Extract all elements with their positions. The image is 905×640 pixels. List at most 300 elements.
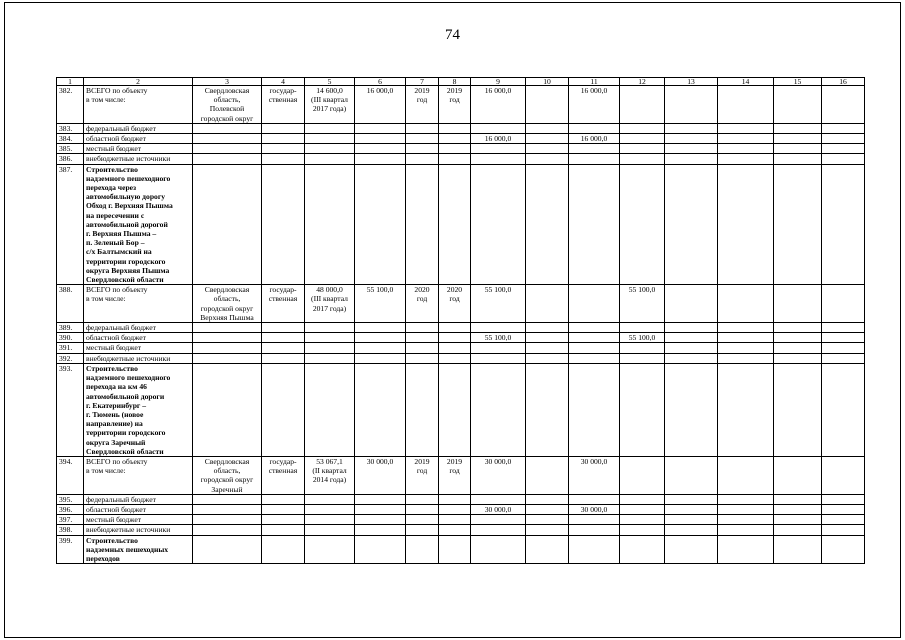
empty-cell — [718, 504, 774, 514]
empty-cell — [193, 323, 262, 333]
value-cell-c11: 30 000,0 — [569, 504, 620, 514]
empty-cell — [526, 535, 569, 564]
empty-cell — [526, 144, 569, 154]
budget-line-row — [57, 504, 865, 514]
empty-cell — [262, 134, 305, 144]
empty-cell — [305, 134, 355, 144]
empty-cell — [620, 535, 665, 564]
empty-cell — [439, 323, 471, 333]
empty-cell — [665, 363, 718, 456]
value-cell-c15 — [774, 86, 822, 124]
row-name-cell: Строительство надземного пешеходного перехода на км 46 автомобильной дороги г. Екатеринбург – г. Тюмень (новое направление) на территории городского округа Заречный Свердловской области — [84, 363, 193, 456]
budget-line-row — [57, 134, 865, 144]
value-cell-c9 — [471, 353, 526, 363]
header-cell: 7 — [406, 78, 439, 86]
value-cell-c15 — [774, 456, 822, 494]
empty-cell — [355, 535, 406, 564]
value-cell-c11 — [569, 515, 620, 525]
value-cell-c9 — [471, 144, 526, 154]
empty-cell — [193, 144, 262, 154]
value-cell-c9 — [471, 343, 526, 353]
empty-cell — [193, 515, 262, 525]
value-cell-c16 — [822, 86, 865, 124]
empty-cell — [620, 164, 665, 285]
empty-cell — [774, 515, 822, 525]
empty-cell — [406, 323, 439, 333]
empty-cell — [822, 154, 865, 164]
value-cell-c10 — [526, 86, 569, 124]
value-cell-c12: 55 100,0 — [620, 285, 665, 323]
start-year-cell: 2020 год — [406, 285, 439, 323]
value-cell-c10 — [526, 456, 569, 494]
row-number-cell: 388. — [57, 285, 84, 323]
budget-line-row — [57, 333, 865, 343]
empty-cell — [718, 123, 774, 133]
total-row — [57, 285, 865, 323]
value-cell-c11: 16 000,0 — [569, 134, 620, 144]
empty-cell — [355, 343, 406, 353]
empty-cell — [526, 504, 569, 514]
value-cell-c11 — [569, 323, 620, 333]
empty-cell — [718, 144, 774, 154]
empty-cell — [774, 504, 822, 514]
empty-cell — [822, 333, 865, 343]
value-cell-c9 — [471, 123, 526, 133]
empty-cell — [262, 333, 305, 343]
empty-cell — [471, 363, 526, 456]
row-name-cell: областной бюджет — [84, 333, 193, 343]
empty-cell — [406, 164, 439, 285]
empty-cell — [526, 363, 569, 456]
value-cell-c11 — [569, 333, 620, 343]
empty-cell — [262, 353, 305, 363]
capacity-cell: 14 600,0 (III квартал 2017 года) — [305, 86, 355, 124]
empty-cell — [439, 144, 471, 154]
empty-cell — [262, 515, 305, 525]
value-cell-c9 — [471, 154, 526, 164]
empty-cell — [439, 515, 471, 525]
empty-cell — [439, 504, 471, 514]
header-cell: 8 — [439, 78, 471, 86]
row-number-cell: 396. — [57, 504, 84, 514]
empty-cell — [822, 525, 865, 535]
value-cell-c12 — [620, 123, 665, 133]
empty-cell — [569, 535, 620, 564]
empty-cell — [718, 333, 774, 343]
row-name-cell: федеральный бюджет — [84, 494, 193, 504]
empty-cell — [406, 333, 439, 343]
value-cell-c12 — [620, 144, 665, 154]
row-name-cell: внебюджетные источники — [84, 353, 193, 363]
empty-cell — [305, 494, 355, 504]
empty-cell — [262, 525, 305, 535]
row-name-cell: внебюджетные источники — [84, 525, 193, 535]
row-number-cell: 398. — [57, 525, 84, 535]
empty-cell — [774, 343, 822, 353]
value-cell-c9: 30 000,0 — [471, 504, 526, 514]
empty-cell — [774, 333, 822, 343]
empty-cell — [439, 154, 471, 164]
empty-cell — [822, 363, 865, 456]
empty-cell — [822, 515, 865, 525]
empty-cell — [193, 333, 262, 343]
value-cell-c11 — [569, 525, 620, 535]
empty-cell — [406, 123, 439, 133]
header-cell: 13 — [665, 78, 718, 86]
value-cell-c9 — [471, 525, 526, 535]
empty-cell — [406, 525, 439, 535]
empty-cell — [439, 494, 471, 504]
empty-cell — [665, 123, 718, 133]
value-cell-c12: 55 100,0 — [620, 333, 665, 343]
value-cell-c14 — [718, 86, 774, 124]
empty-cell — [355, 515, 406, 525]
empty-cell — [355, 525, 406, 535]
capacity-cell: 48 000,0 (III квартал 2017 года) — [305, 285, 355, 323]
empty-cell — [665, 323, 718, 333]
empty-cell — [569, 164, 620, 285]
budget-line-row — [57, 515, 865, 525]
capacity-cell: 53 067,1 (II квартал 2014 года) — [305, 456, 355, 494]
empty-cell — [665, 343, 718, 353]
row-number-cell: 397. — [57, 515, 84, 525]
object-title-row — [57, 535, 865, 564]
empty-cell — [355, 504, 406, 514]
empty-cell — [665, 333, 718, 343]
empty-cell — [439, 525, 471, 535]
value-cell-c14 — [718, 456, 774, 494]
row-name-cell: внебюджетные источники — [84, 154, 193, 164]
empty-cell — [305, 353, 355, 363]
empty-cell — [526, 343, 569, 353]
row-name-cell: федеральный бюджет — [84, 323, 193, 333]
total-row — [57, 456, 865, 494]
empty-cell — [620, 363, 665, 456]
empty-cell — [526, 525, 569, 535]
empty-cell — [262, 363, 305, 456]
empty-cell — [822, 323, 865, 333]
empty-cell — [665, 515, 718, 525]
value-cell-c11 — [569, 343, 620, 353]
empty-cell — [822, 144, 865, 154]
empty-cell — [193, 353, 262, 363]
value-cell-c14 — [718, 285, 774, 323]
empty-cell — [305, 333, 355, 343]
value-cell-c11: 30 000,0 — [569, 456, 620, 494]
empty-cell — [406, 504, 439, 514]
empty-cell — [665, 494, 718, 504]
empty-cell — [355, 134, 406, 144]
end-year-cell: 2019 год — [439, 86, 471, 124]
row-name-cell: Строительство надземных пешеходных переходов — [84, 535, 193, 564]
empty-cell — [718, 525, 774, 535]
empty-cell — [305, 515, 355, 525]
empty-cell — [193, 343, 262, 353]
value-cell-c12 — [620, 154, 665, 164]
row-number-cell: 384. — [57, 134, 84, 144]
empty-cell — [471, 164, 526, 285]
value-cell-c13 — [665, 86, 718, 124]
header-cell: 3 — [193, 78, 262, 86]
empty-cell — [774, 154, 822, 164]
header-cell: 9 — [471, 78, 526, 86]
object-title-row — [57, 363, 865, 456]
empty-cell — [822, 164, 865, 285]
value-cell-c9: 55 100,0 — [471, 333, 526, 343]
empty-cell — [526, 123, 569, 133]
header-cell: 1 — [57, 78, 84, 86]
empty-cell — [439, 164, 471, 285]
row-number-cell: 393. — [57, 363, 84, 456]
row-name-cell: ВСЕГО по объекту в том числе: — [84, 456, 193, 494]
empty-cell — [774, 164, 822, 285]
budget-line-row — [57, 353, 865, 363]
header-cell: 2 — [84, 78, 193, 86]
empty-cell — [718, 323, 774, 333]
empty-cell — [439, 123, 471, 133]
object-title-row — [57, 164, 865, 285]
header-cell: 6 — [355, 78, 406, 86]
empty-cell — [526, 353, 569, 363]
empty-cell — [355, 494, 406, 504]
empty-cell — [774, 123, 822, 133]
empty-cell — [355, 123, 406, 133]
empty-cell — [193, 504, 262, 514]
cost-cell: 30 000,0 — [355, 456, 406, 494]
value-cell-c16 — [822, 456, 865, 494]
empty-cell — [406, 343, 439, 353]
header-cell: 15 — [774, 78, 822, 86]
row-number-cell: 387. — [57, 164, 84, 285]
row-name-cell: областной бюджет — [84, 134, 193, 144]
empty-cell — [665, 535, 718, 564]
empty-cell — [355, 144, 406, 154]
empty-cell — [193, 525, 262, 535]
empty-cell — [774, 535, 822, 564]
budget-line-row — [57, 123, 865, 133]
row-number-cell: 395. — [57, 494, 84, 504]
ownership-cell: государ- ственная — [262, 285, 305, 323]
empty-cell — [355, 363, 406, 456]
value-cell-c16 — [822, 285, 865, 323]
budget-line-row — [57, 525, 865, 535]
empty-cell — [774, 144, 822, 154]
empty-cell — [822, 504, 865, 514]
page-number: 74 — [445, 27, 460, 43]
empty-cell — [665, 134, 718, 144]
header-cell: 11 — [569, 78, 620, 86]
row-name-cell: ВСЕГО по объекту в том числе: — [84, 86, 193, 124]
empty-cell — [822, 123, 865, 133]
empty-cell — [718, 535, 774, 564]
empty-cell — [305, 363, 355, 456]
value-cell-c9: 16 000,0 — [471, 134, 526, 144]
empty-cell — [262, 535, 305, 564]
value-cell-c12 — [620, 134, 665, 144]
value-cell-c13 — [665, 456, 718, 494]
empty-cell — [193, 123, 262, 133]
value-cell-c11: 16 000,0 — [569, 86, 620, 124]
region-cell: Свердловская область, Полевской городской округ — [193, 86, 262, 124]
empty-cell — [526, 164, 569, 285]
value-cell-c12 — [620, 456, 665, 494]
header-row — [57, 78, 865, 86]
empty-cell — [262, 144, 305, 154]
value-cell-c11 — [569, 285, 620, 323]
header-cell: 14 — [718, 78, 774, 86]
empty-cell — [355, 333, 406, 343]
empty-cell — [262, 123, 305, 133]
start-year-cell: 2019 год — [406, 456, 439, 494]
empty-cell — [355, 323, 406, 333]
empty-cell — [305, 154, 355, 164]
empty-cell — [569, 363, 620, 456]
end-year-cell: 2020 год — [439, 285, 471, 323]
empty-cell — [718, 164, 774, 285]
start-year-cell: 2019 год — [406, 86, 439, 124]
empty-cell — [262, 494, 305, 504]
empty-cell — [665, 353, 718, 363]
empty-cell — [193, 363, 262, 456]
empty-cell — [471, 535, 526, 564]
empty-cell — [439, 333, 471, 343]
empty-cell — [406, 515, 439, 525]
empty-cell — [439, 535, 471, 564]
empty-cell — [193, 134, 262, 144]
empty-cell — [822, 353, 865, 363]
empty-cell — [193, 535, 262, 564]
empty-cell — [406, 353, 439, 363]
value-cell-c12 — [620, 323, 665, 333]
value-cell-c11 — [569, 154, 620, 164]
header-cell: 16 — [822, 78, 865, 86]
empty-cell — [774, 494, 822, 504]
row-name-cell: ВСЕГО по объекту в том числе: — [84, 285, 193, 323]
value-cell-c9: 16 000,0 — [471, 86, 526, 124]
value-cell-c9: 55 100,0 — [471, 285, 526, 323]
empty-cell — [718, 515, 774, 525]
value-cell-c10 — [526, 285, 569, 323]
ownership-cell: государ- ственная — [262, 86, 305, 124]
empty-cell — [406, 134, 439, 144]
ownership-cell: государ- ственная — [262, 456, 305, 494]
cost-cell: 16 000,0 — [355, 86, 406, 124]
empty-cell — [262, 323, 305, 333]
value-cell-c12 — [620, 494, 665, 504]
empty-cell — [406, 363, 439, 456]
header-cell: 12 — [620, 78, 665, 86]
empty-cell — [718, 134, 774, 144]
empty-cell — [262, 154, 305, 164]
value-cell-c12 — [620, 343, 665, 353]
empty-cell — [439, 353, 471, 363]
empty-cell — [718, 343, 774, 353]
empty-cell — [262, 343, 305, 353]
row-number-cell: 392. — [57, 353, 84, 363]
row-name-cell: Строительство надземного пешеходного перехода через автомобильную дорогу Обход г. Верхняя Пышма на пересечении с автомобильной дорогой г. Верхняя Пышма – п. Зеленый Бор – с/х Балтымский на территории городского округа Верхняя Пышма Свердловской области — [84, 164, 193, 285]
region-cell: Свердловская область, городской округ Верхняя Пышма — [193, 285, 262, 323]
empty-cell — [822, 343, 865, 353]
empty-cell — [305, 164, 355, 285]
row-number-cell: 385. — [57, 144, 84, 154]
value-cell-c12 — [620, 353, 665, 363]
row-number-cell: 391. — [57, 343, 84, 353]
empty-cell — [305, 323, 355, 333]
budget-line-row — [57, 323, 865, 333]
value-cell-c11 — [569, 494, 620, 504]
header-cell: 10 — [526, 78, 569, 86]
empty-cell — [526, 323, 569, 333]
empty-cell — [262, 504, 305, 514]
value-cell-c11 — [569, 144, 620, 154]
empty-cell — [305, 144, 355, 154]
empty-cell — [718, 494, 774, 504]
value-cell-c15 — [774, 285, 822, 323]
empty-cell — [774, 363, 822, 456]
empty-cell — [305, 504, 355, 514]
empty-cell — [355, 154, 406, 164]
empty-cell — [305, 525, 355, 535]
empty-cell — [774, 323, 822, 333]
value-cell-c12 — [620, 525, 665, 535]
empty-cell — [665, 154, 718, 164]
total-row — [57, 86, 865, 124]
empty-cell — [822, 535, 865, 564]
empty-cell — [822, 134, 865, 144]
empty-cell — [665, 164, 718, 285]
value-cell-c12 — [620, 504, 665, 514]
region-cell: Свердловская область, городской округ Заречный — [193, 456, 262, 494]
empty-cell — [526, 494, 569, 504]
empty-cell — [665, 525, 718, 535]
empty-cell — [822, 494, 865, 504]
empty-cell — [665, 504, 718, 514]
row-name-cell: областной бюджет — [84, 504, 193, 514]
empty-cell — [718, 353, 774, 363]
row-name-cell: федеральный бюджет — [84, 123, 193, 133]
value-cell-c13 — [665, 285, 718, 323]
empty-cell — [526, 333, 569, 343]
value-cell-c9 — [471, 494, 526, 504]
empty-cell — [305, 343, 355, 353]
empty-cell — [439, 134, 471, 144]
budget-line-row — [57, 494, 865, 504]
empty-cell — [406, 535, 439, 564]
value-cell-c11 — [569, 123, 620, 133]
empty-cell — [526, 154, 569, 164]
row-number-cell: 399. — [57, 535, 84, 564]
empty-cell — [774, 353, 822, 363]
empty-cell — [305, 535, 355, 564]
header-cell: 5 — [305, 78, 355, 86]
value-cell-c12 — [620, 86, 665, 124]
empty-cell — [193, 164, 262, 285]
empty-cell — [406, 494, 439, 504]
empty-cell — [439, 363, 471, 456]
row-name-cell: местный бюджет — [84, 515, 193, 525]
empty-cell — [439, 343, 471, 353]
empty-cell — [665, 144, 718, 154]
row-name-cell: местный бюджет — [84, 343, 193, 353]
value-cell-c9 — [471, 515, 526, 525]
empty-cell — [355, 353, 406, 363]
end-year-cell: 2019 год — [439, 456, 471, 494]
value-cell-c9 — [471, 323, 526, 333]
empty-cell — [305, 123, 355, 133]
row-name-cell: местный бюджет — [84, 144, 193, 154]
budget-table — [56, 77, 865, 564]
budget-line-row — [57, 144, 865, 154]
